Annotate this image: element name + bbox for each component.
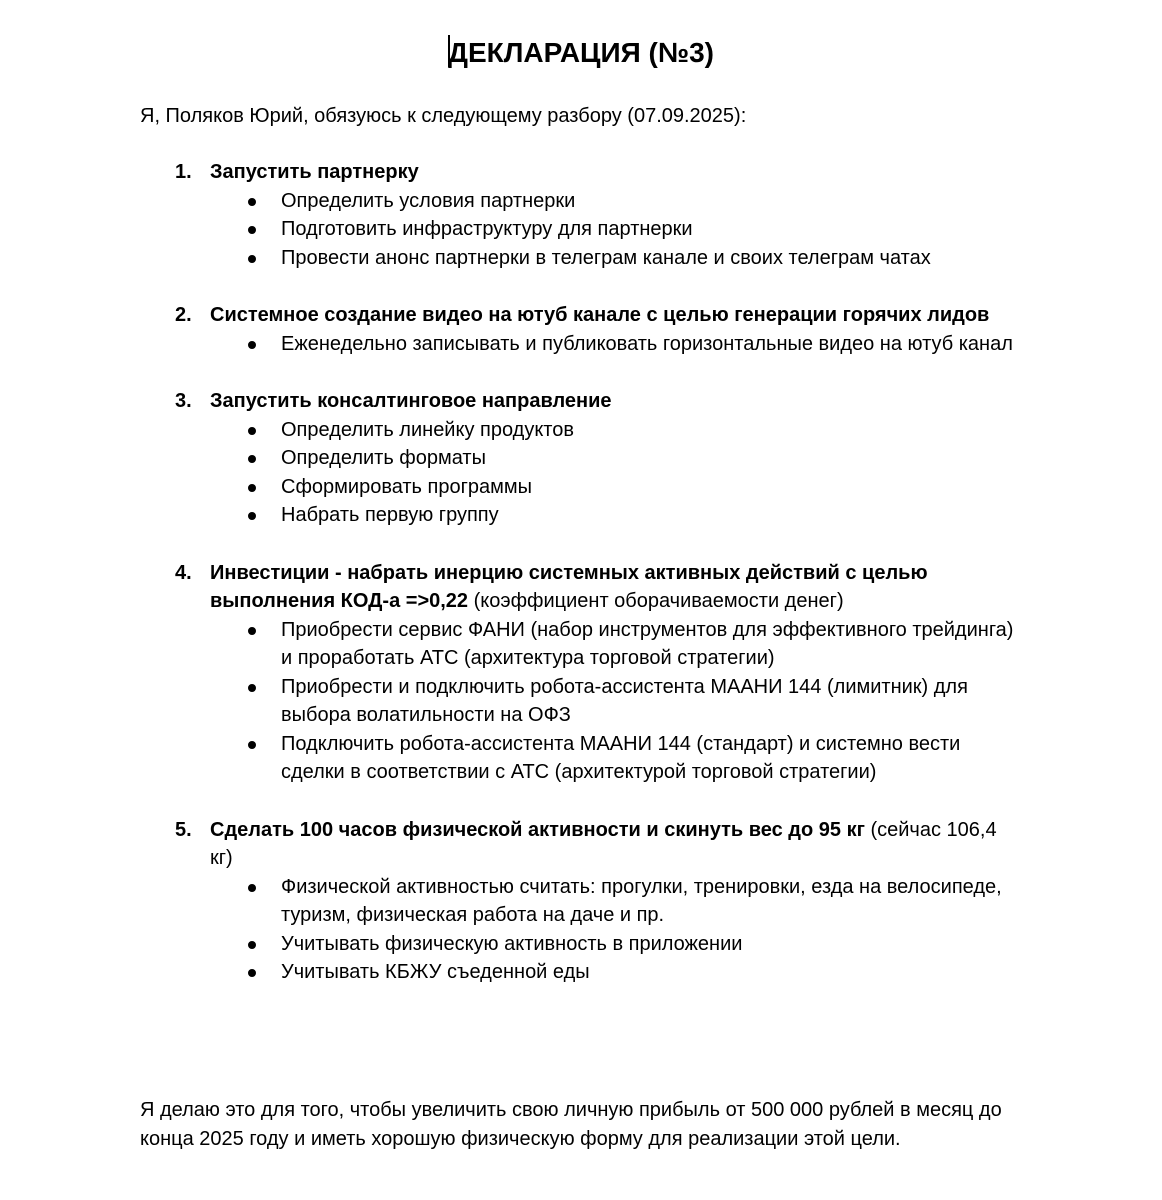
subtask-text: Еженедельно записывать и публиковать горизонтальные видео на ютуб канал [281,332,1013,355]
subtask-text: Провести анонс партнерки в телеграм канале и своих телеграм чатах [281,246,931,269]
bullet-icon [248,512,256,520]
goal-item [140,559,1040,787]
subtask-item [210,444,1023,473]
subtask-item [210,416,1023,445]
subtask-text: Учитывать физическую активность в приложении [281,932,743,955]
subtask-item [210,244,1023,273]
goal-heading [210,158,1010,187]
goal-subtasks [210,416,1040,530]
bullet-icon [248,941,256,949]
goal-number: 3. [175,390,192,412]
goal-subtasks [210,873,1040,987]
goal-number: 5. [175,818,192,841]
title-text: ДЕКЛАРАЦИЯ (№3) [448,37,714,68]
goal-number: 4. [175,561,192,584]
bullet-icon [248,969,256,977]
goal-heading [210,301,1010,330]
subtask-text: Подготовить инфраструктуру для партнерки [281,218,693,240]
goal-number: 2. [175,304,192,326]
subtask-item [210,330,1023,359]
goal-subtasks [210,616,1040,787]
bullet-icon [248,226,256,234]
goal-title: Запустить партнерку [210,161,419,183]
subtask-item [210,730,1023,787]
goal-title: Системное создание видео на ютуб канале с целью генерации горячих лидов [210,304,990,326]
intro-paragraph: Я, Поляков Юрий, обязуюсь к следующему разбору (07.09.2025): [140,105,747,127]
goal-note: (коэффициент оборачиваемости денег) [468,590,844,612]
subtask-item [210,473,1023,502]
subtask-item [210,673,1023,730]
bullet-icon [248,255,256,263]
goal-heading [210,816,1010,873]
goal-heading [210,387,1010,416]
subtask-text: Приобрести и подключить робота-ассистента МААНИ 144 (лимитник) для выбора волатильности на ОФЗ [281,675,968,726]
subtask-item [210,501,1023,530]
bullet-icon [248,884,256,892]
goal-item [140,301,1040,358]
subtask-text: Физической активностью считать: прогулки, тренировки, езда на велосипеде, туризм, физическая работа на даче и пр. [281,875,1002,926]
bullet-icon [248,455,256,463]
subtask-text: Определить условия партнерки [281,189,576,212]
goal-number: 1. [175,161,192,183]
goal-title: Сделать 100 часов физической активности и скинуть вес до 95 кг [210,818,865,841]
document-title [0,34,1162,72]
goal-title: Инвестиции - набрать инерцию системных активных действий с целью выполнения КОД-а =>0,22 [210,561,928,612]
goal-title: Запустить консалтинговое направление [210,390,612,412]
goal-subtasks [210,330,1040,359]
subtask-text: Приобрести сервис ФАНИ (набор инструментов для эффективного трейдинга) и проработать АТС (архитектура торговой стратегии) [281,618,1014,669]
goal-note: (сейчас 106,4 кг) [210,818,997,869]
goal-item [140,387,1040,530]
subtask-text: Определить линейку продуктов [281,418,574,441]
goal-subtasks [210,187,1040,273]
subtask-item [210,616,1023,673]
subtask-item [210,187,1023,216]
subtask-item [210,215,1023,244]
bullet-icon [248,341,256,349]
subtask-text: Подключить робота-ассистента МААНИ 144 (стандарт) и системно вести сделки в соответствии с АТС (архитектурой торговой стратегии) [281,732,961,783]
subtask-item [210,873,1023,930]
subtask-text: Сформировать программы [281,475,533,498]
goal-heading [210,559,1010,616]
bullet-icon [248,684,256,692]
closing-paragraph: Я делаю это для того, чтобы увеличить свою личную прибыль от 500 000 рублей в месяц до конца 2025 году и иметь хорошую физическую форму для реализации этой цели. [140,1099,1002,1150]
subtask-item [210,930,1023,959]
bullet-icon [248,741,256,749]
subtask-text: Набрать первую группу [281,504,499,526]
bullet-icon [248,427,256,435]
goal-item [140,158,1040,272]
goal-item [140,816,1040,987]
subtask-item [210,958,1023,987]
goals-list [140,158,1040,1016]
bullet-icon [248,484,256,492]
bullet-icon [248,198,256,206]
bullet-icon [248,627,256,635]
subtask-text: Учитывать КБЖУ съеденной еды [281,961,590,983]
subtask-text: Определить форматы [281,447,486,469]
